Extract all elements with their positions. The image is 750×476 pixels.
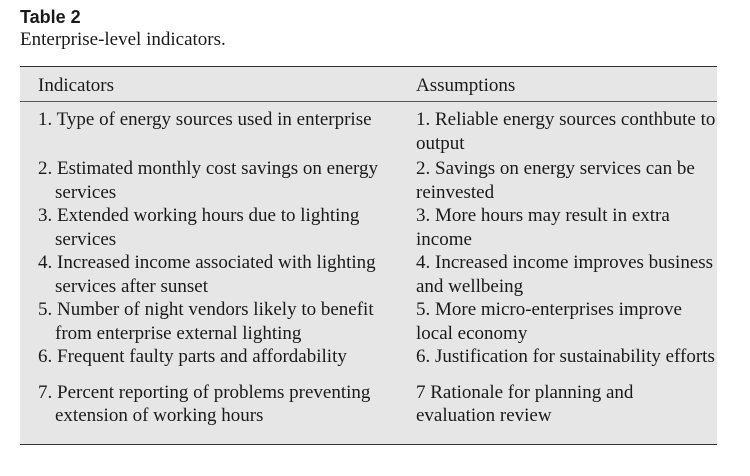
- header-assumptions: Assumptions: [416, 75, 516, 96]
- assumption-cell: 3. More hours may result in extra income: [416, 205, 670, 250]
- assumption-cell: 5. More micro-enterprises improve local economy: [416, 299, 682, 344]
- table-label: Table 2: [20, 7, 81, 27]
- table-title: Enterprise-level indicators.: [20, 29, 226, 50]
- table-caption-block: [20, 6, 226, 52]
- assumption-cell: 4. Increased income improves business and wellbeing: [416, 252, 714, 297]
- table-row: [20, 108, 717, 155]
- table-row: [20, 381, 717, 428]
- indicator-cell: 1. Type of energy sources used in enterprise: [38, 109, 372, 130]
- table-row: [20, 251, 717, 298]
- indicator-cell: 6. Frequent faulty parts and affordability: [38, 346, 347, 367]
- table-row: [20, 345, 717, 369]
- indicator-cell: 5. Number of night vendors likely to benefit from enterprise external lighting: [38, 299, 374, 344]
- assumption-cell: 7 Rationale for planning and evaluation review: [416, 381, 634, 426]
- indicator-cell: 7. Percent reporting of problems preventing extension of working hours: [38, 381, 371, 426]
- table-body: [20, 108, 717, 428]
- assumption-cell: 6. Justification for sustainability efforts: [416, 346, 715, 367]
- table-row: [20, 298, 717, 345]
- assumption-cell: 1. Reliable energy sources conthbute to output: [416, 109, 716, 154]
- table-row: [20, 157, 717, 204]
- indicator-cell: 2. Estimated monthly cost savings on energy services: [38, 158, 379, 203]
- table-row: [20, 204, 717, 251]
- indicator-cell: 4. Increased income associated with lighting services after sunset: [38, 252, 376, 297]
- table-header-row: [20, 67, 717, 102]
- indicator-cell: 3. Extended working hours due to lighting services: [38, 205, 360, 250]
- header-indicators: Indicators: [38, 75, 114, 96]
- assumption-cell: 2. Savings on energy services can be reinvested: [416, 158, 695, 203]
- indicators-table: [20, 66, 717, 445]
